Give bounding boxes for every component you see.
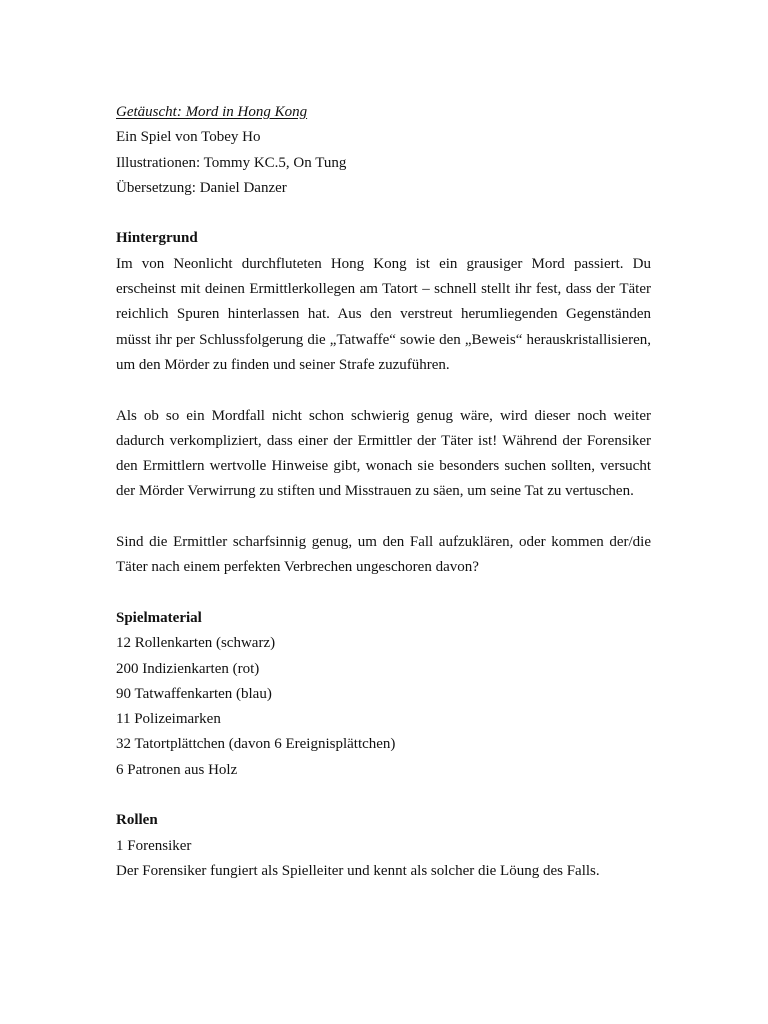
role-subheading-forensiker: 1 Forensiker (116, 837, 192, 854)
paragraph-rollen-forensiker: Der Forensiker fungiert als Spielleiter und kennt als solcher die Löung des Falls. (116, 862, 600, 879)
list-item: 11 Polizeimarken (116, 711, 221, 728)
spacer (116, 581, 651, 606)
spacer (116, 783, 651, 808)
paragraph-hintergrund-1: Im von Neonlicht durchfluteten Hong Kong ist ein grausiger Mord passiert. Du erscheinst mit deinen Ermittlerkollegen am Tatort – schnell stellt ihr fest, dass der Täter reichlich Spuren hinterlassen hat. Aus den verstreut herumliegenden Gegenständen müsst ihr per Schlussfolgerung die „Tatwaffe“ sowie den „Beweis“ herauskristallisieren, um den Mörder zu finden und seiner Strafe zuzuführen. (116, 255, 651, 373)
paragraph-hintergrund-2: Als ob so ein Mordfall nicht schon schwierig genug wäre, wird dieser noch weiter dadurch verkompliziert, dass einer der Ermittler der Täter ist! Während der Forensiker den Ermittlern wertvolle Hinweise gibt, wonach sie besonders suchen sollten, versucht der Mörder Verwirrung zu stiften und Misstrauen zu säen, um seine Tat zu vertuschen. (116, 407, 651, 500)
list-item: 6 Patronen aus Holz (116, 761, 238, 778)
section-heading-hintergrund: Hintergrund (116, 230, 198, 247)
list-item: 32 Tatortplättchen (davon 6 Ereignisplättchen) (116, 736, 396, 753)
list-item: 200 Indizienkarten (rot) (116, 660, 260, 677)
section-heading-spielmaterial: Spielmaterial (116, 609, 202, 626)
translation-line: Übersetzung: Daniel Danzer (116, 179, 287, 196)
spacer (116, 201, 651, 226)
document-page (116, 100, 651, 884)
spacer (116, 505, 651, 530)
spacer (116, 378, 651, 403)
list-item: 12 Rollenkarten (schwarz) (116, 635, 276, 652)
paragraph-hintergrund-3: Sind die Ermittler scharfsinnig genug, um den Fall aufzuklären, oder kommen der/die Täter nach einem perfekten Verbrechen ungeschoren davon? (116, 534, 651, 576)
section-heading-rollen: Rollen (116, 812, 158, 829)
list-item: 90 Tatwaffenkarten (blau) (116, 685, 272, 702)
author-line: Ein Spiel von Tobey Ho (116, 129, 261, 146)
document-title: Getäuscht: Mord in Hong Kong (116, 104, 308, 120)
material-list (116, 631, 651, 783)
illustrations-line: Illustrationen: Tommy KC.5, On Tung (116, 154, 347, 171)
